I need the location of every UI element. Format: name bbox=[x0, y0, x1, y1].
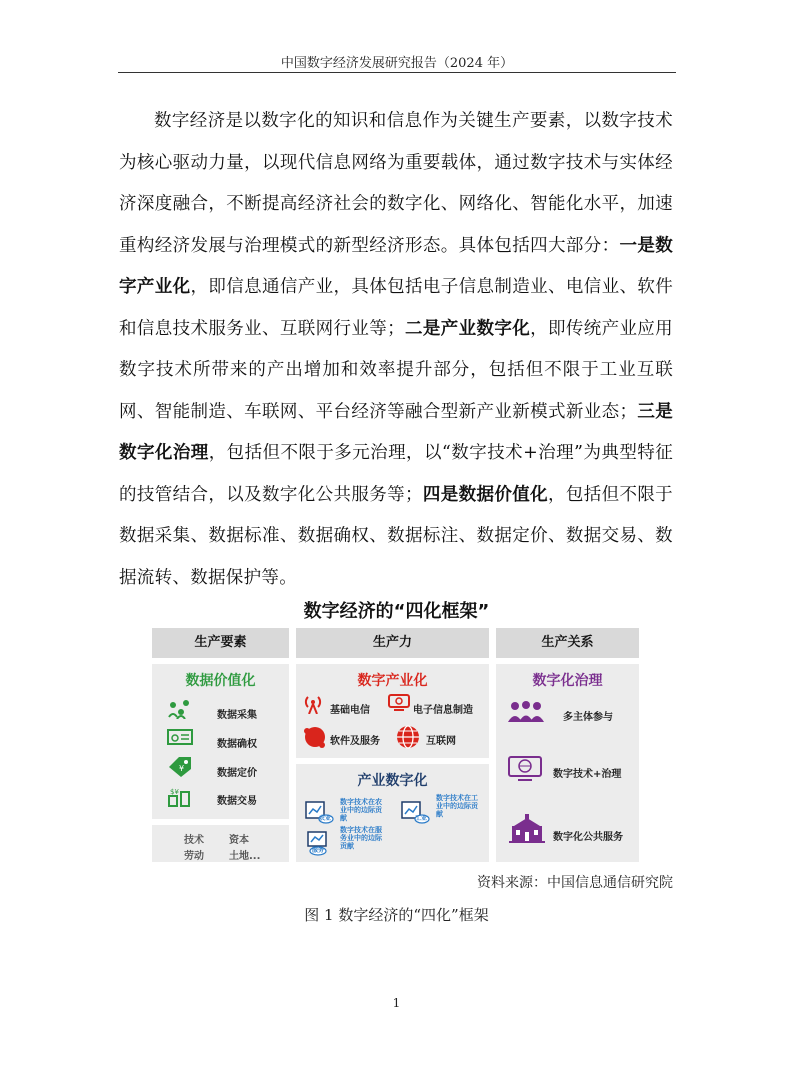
item-multi-party: 多主体参与 bbox=[563, 712, 613, 723]
item-data-collection: 数据采集 bbox=[217, 710, 257, 721]
column-header-productivity: 生产力 bbox=[296, 628, 489, 658]
trade-icon bbox=[167, 786, 193, 808]
signal-tower-icon bbox=[304, 694, 322, 714]
item-software-services: 软件及服务 bbox=[330, 736, 380, 747]
group-icon bbox=[506, 700, 546, 722]
panel-title-digitalization: 产业数字化 bbox=[357, 773, 428, 789]
bold-part-2: 二是产业数字化 bbox=[404, 318, 531, 339]
column-header-relations: 生产关系 bbox=[496, 628, 639, 658]
tag-agriculture: 农业 bbox=[319, 815, 332, 822]
bold-part-1: 一是数字产业化 bbox=[119, 235, 673, 297]
four-modernizations-figure bbox=[152, 628, 639, 862]
panel-title-data-value: 数据价值化 bbox=[185, 673, 256, 689]
body-paragraph bbox=[119, 101, 673, 599]
price-tag-icon bbox=[167, 756, 193, 778]
factor-labor: 劳动 bbox=[184, 851, 204, 862]
panel-other-factors bbox=[152, 825, 289, 862]
svg-text:¥: ¥ bbox=[179, 764, 185, 773]
software-icon bbox=[302, 725, 326, 749]
text-part-1: ，即信息通信产业，具体包括电子信息制造业、电信业、软件和信息技术服务业、互联网行业等； bbox=[119, 277, 673, 339]
text-intro: 数字经济是以数字化的知识和信息作为关键生产要素，以数字技术为核心驱动力量，以现代信息网络为重要载体，通过数字技术与实体经济深度融合，不断提高经济社会的数字化、网络化、智能化水平，加速重构经济发展与治理模式的新型经济形态。具体包括四大部分： bbox=[119, 111, 673, 256]
panel-title-governance: 数字化治理 bbox=[532, 673, 603, 689]
item-data-pricing: 数据定价 bbox=[217, 768, 257, 779]
bold-part-3: 三是数字化治理 bbox=[119, 401, 673, 463]
svg-text:$¥: $¥ bbox=[170, 788, 179, 796]
factor-land: 土地... bbox=[229, 851, 261, 862]
monitor-globe-icon bbox=[508, 756, 542, 782]
tag-services: 服务 bbox=[312, 847, 325, 854]
text-part-2: ，即传统产业应用数字技术所带来的产出增加和效率提升部分，包括但不限于工业互联网、智能制造、车联网、平台经济等融合型新产业新模式新业态； bbox=[119, 318, 673, 422]
text-part-3: ，包括但不限于多元治理，以“数字技术+治理”为典型特征的技管结合，以及数字化公共服务等； bbox=[119, 443, 674, 505]
item-public-services: 数字化公共服务 bbox=[553, 832, 623, 843]
page-header: 中国数字经济发展研究报告（2024 年） bbox=[280, 56, 514, 71]
page-number: 1 bbox=[392, 996, 401, 1010]
text-part-4: ，包括但不限于数据采集、数据标准、数据确权、数据标注、数据定价、数据交易、数据流转、数据保护等。 bbox=[119, 484, 673, 588]
factor-capital: 资本 bbox=[229, 835, 249, 846]
note-services: 数字技术在服务业中的边际贡献 bbox=[340, 826, 382, 850]
item-tech-governance: 数字技术+治理 bbox=[553, 769, 622, 780]
public-building-icon bbox=[508, 814, 546, 844]
item-data-trading: 数据交易 bbox=[217, 796, 257, 807]
certificate-icon bbox=[167, 728, 193, 748]
item-basic-telecom: 基础电信 bbox=[330, 705, 370, 716]
figure-caption: 图 1 数字经济的“四化”框架 bbox=[304, 906, 489, 924]
item-electronics-manufacturing: 电子信息制造 bbox=[413, 705, 473, 716]
note-industry: 数字技术在工业中的边际贡献 bbox=[436, 794, 478, 818]
item-data-rights: 数据确权 bbox=[217, 739, 257, 750]
figure-title: 数字经济的“四化框架” bbox=[303, 601, 490, 622]
note-agriculture: 数字技术在农业中的边际贡献 bbox=[340, 798, 382, 822]
panel-data-value bbox=[152, 664, 289, 819]
panel-title-industrialization: 数字产业化 bbox=[357, 673, 428, 689]
panel-governance bbox=[496, 664, 639, 862]
figure-source: 资料来源：中国信息通信研究院 bbox=[477, 875, 673, 891]
panel-industrialization bbox=[296, 664, 489, 758]
bold-part-4: 四是数据价值化 bbox=[422, 484, 548, 505]
people-network-icon bbox=[167, 699, 193, 719]
header-rule bbox=[118, 72, 676, 73]
tag-industry: 工业 bbox=[415, 815, 428, 822]
item-internet: 互联网 bbox=[426, 736, 456, 747]
chip-icon bbox=[388, 694, 410, 712]
panel-digitalization bbox=[296, 764, 489, 862]
column-header-factors: 生产要素 bbox=[152, 628, 289, 658]
globe-icon bbox=[396, 725, 420, 749]
factor-technology: 技术 bbox=[184, 835, 204, 846]
